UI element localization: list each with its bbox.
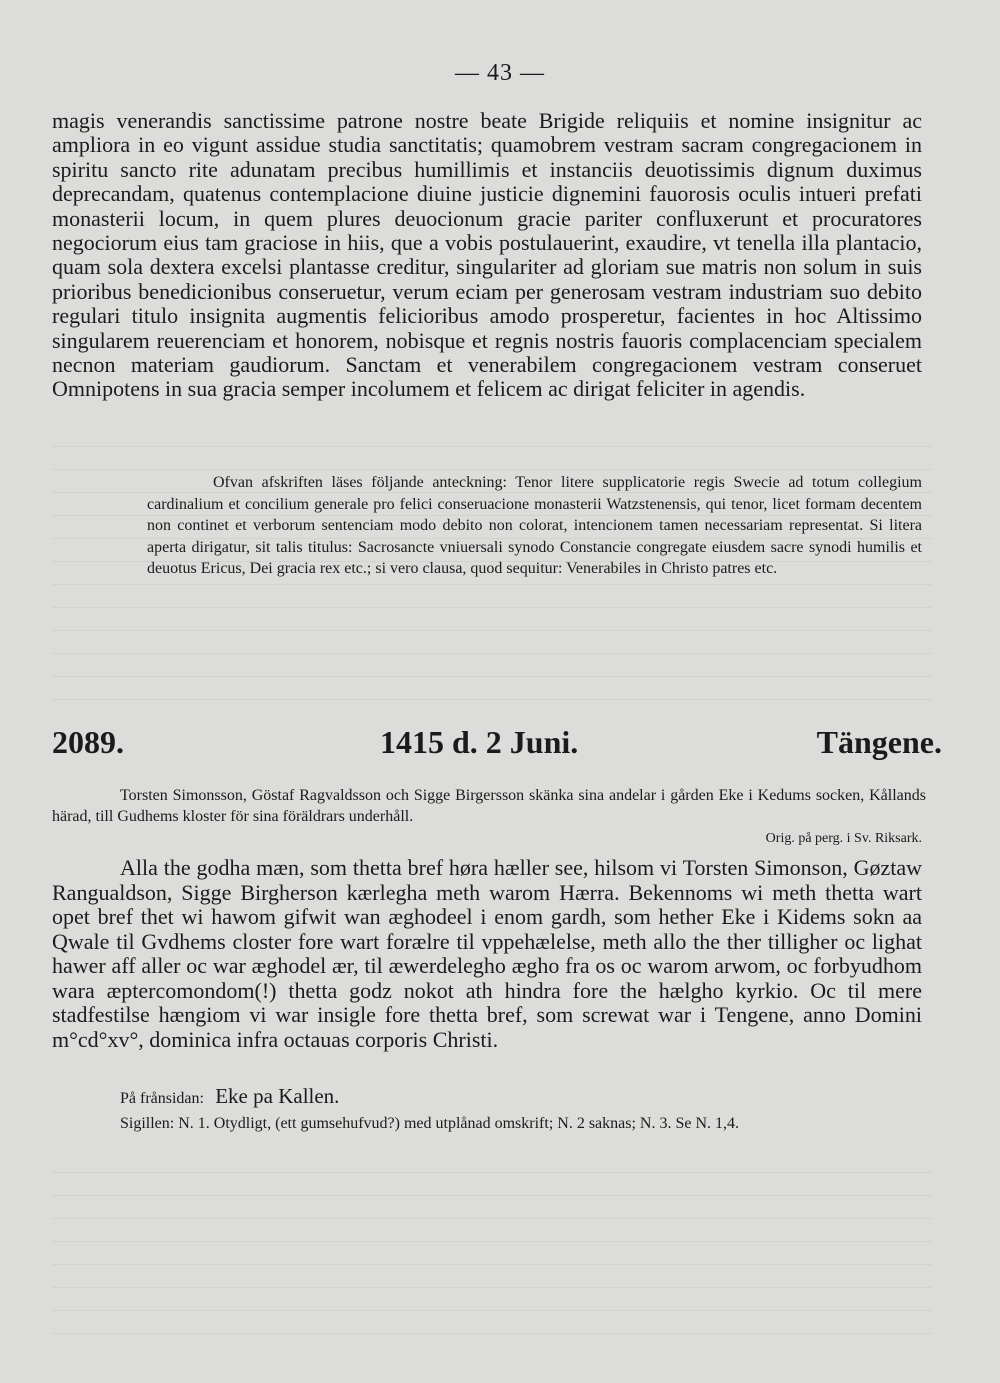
entry-source: Orig. på perg. i Sv. Riksark. (765, 831, 922, 846)
endorsement-note-text: Ofvan afskriften läses följande anteckning: Tenor litere supplicatorie regis Swecie ad totum collegium cardinalium et concilium generale pro felici conseruacione monasterii Watzstenensis, qui tenor, licet formam decentem non continet et verborum sentenciam modo debito non colorat, intencionem tamen necessariam representat. Si litera aperta dirigatur, sit talis titulus: Sacrosancte vniuersali synodo Constancie congregate eiusdem sacre synodi humilis et deuotus Ericus, Dei gracia rex etc.; si vero clausa, quod sequitur: Venerabiles in Christo patres etc. (147, 474, 922, 578)
entry-number: 2089. (52, 724, 124, 760)
reverse-inscription (120, 1084, 339, 1109)
entry-heading (52, 724, 942, 768)
entry-date: 1415 d. 2 Juni. (380, 724, 579, 760)
seals-note: Sigillen: N. 1. Otydligt, (ett gumsehufvud?) med utplånad omskrift; N. 2 saknas; N. 3. Se N. 1,4. (120, 1115, 740, 1132)
reverse-label: På frånsidan: (120, 1090, 204, 1107)
show-through-shadow (52, 1150, 932, 1350)
page-number: — 43 — (455, 60, 545, 86)
reverse-text: Eke pa Kallen. (215, 1084, 340, 1108)
entry-summary: Torsten Simonsson, Göstaf Ragvaldsson och Sigge Birgersson skänka sina andelar i gården Eke i Kedums socken, Kållands härad, till Gudhems kloster för sina föräldrars underhåll. (52, 787, 926, 825)
endorsement-note (147, 472, 922, 580)
latin-letter-text: magis venerandis sanctissime patrone nostre beate Brigide reliquiis et nomine insignitur ac ampliora in eo vigunt assidue studia sanctitatis; quamobrem vestram sacram congregacionem in spiritu sancto rite adunatam precibus humillimis et instanciis deuotissimis dignum duximus deprecandam, quatenus contemplacione diuine justicie dignemini fauorosis oculis intueri prefati monasterii locum, in quem plures deuocionum gracie pariter confluxerunt et procuratores negociorum eius tam graciose in hiis, que a vobis postulauerint, exaudire, vt tenella illa plantacio, quam sola dextera excelsi plantasse creditur, singulariter ad gloriam sue matris non solum in suis prioribus benedicionibus conseruetur, verum eciam per generosam vestram industriam suo debito regulari titulo insignita augmentis felicioribus amodo prosperetur, facientes in hoc Altissimo singularem reuerenciam et honorem, nobisque et regnis nostris fauoris complacenciam specialem necnon materiam gaudiorum. Sanctam et venerabilem congregacionem vestram conseruet Omnipotens in sua gracia semper incolumem et felicem ac dirigat feliciter in agendis. (52, 108, 922, 402)
entry-place: Tängene. (816, 724, 942, 760)
charter-text: Alla the godha mæn, som thetta bref høra hæller see, hilsom vi Torsten Simonson, Gøztaw Rangualdson, Sigge Birgherson kærlegha meth warom Hærra. Bekennoms wi meth thetta wart opet bref thet wi hawom gifwit wan æghodeel i enom gardh, som hether Eke i Kidems sokn aa Qwale til Gvdhems closter fore wart forælre til vppehælelse, meth allo the ther tilligher oc lighat hawer aff aller oc war æghodel ær, til æwerdelegho ægho fra os oc warom arwom, oc forbyudhom wara æptercomondom(!) thetta godz nokot ath hindra fore the hælgho kyrkio. Oc til mere stadfestilse hængiom vi war insigle fore thetta bref, som screwat war i Tengene, anno Domini m°cd°xv°, dominica infra octauas corporis Christi. (52, 855, 922, 1052)
